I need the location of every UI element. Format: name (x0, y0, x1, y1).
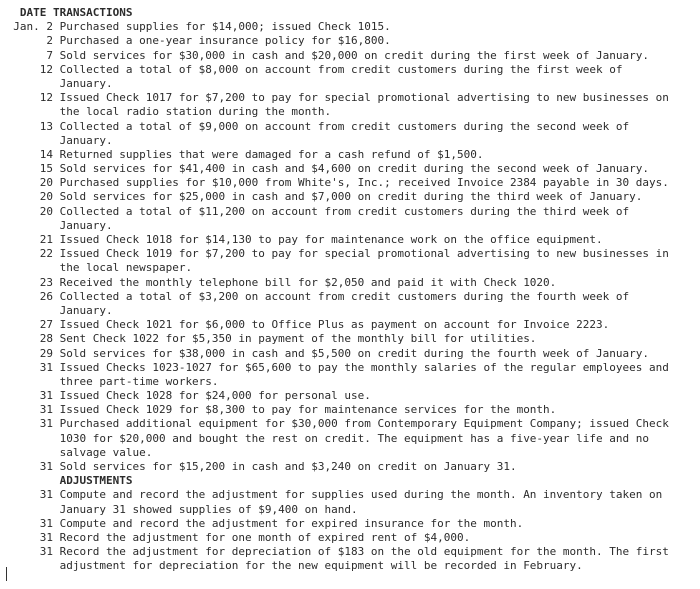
entry-first-line (0, 347, 700, 361)
entry-continuation-line (0, 261, 700, 275)
entry-date: 29 (0, 346, 60, 360)
entry-first-line (0, 290, 700, 304)
entry-date: 27 (0, 318, 60, 332)
entry-date: 31 (0, 389, 60, 403)
entry-text: Collected a total of $8,000 on account from credit customers during the first week of (59, 62, 623, 76)
entry-indent (0, 503, 60, 516)
entry-first-line (0, 91, 700, 105)
entry-date: 20 (0, 190, 60, 204)
entry-first-line (0, 389, 700, 403)
transaction-entry (0, 63, 700, 91)
entry-first-line (0, 247, 700, 261)
entry-first-line (0, 318, 700, 332)
adjustments-header-row (0, 474, 700, 488)
entry-date: 31 (0, 460, 60, 473)
entry-first-line (0, 63, 700, 77)
date-column-header (0, 6, 20, 19)
entry-text: Sold services for $41,400 in cash and $4,600 on credit during the second week of January. (59, 162, 650, 176)
entry-date: 31 (0, 360, 60, 374)
entry-text: Sold services for $15,200 in cash and $3,240 on credit on January 31. (59, 460, 517, 473)
entry-text: Collected a total of $11,200 on account from credit customers during the third week of (59, 204, 630, 218)
entry-continuation-line (0, 503, 700, 517)
entry-date: 15 (0, 162, 60, 176)
entry-first-line (0, 276, 700, 290)
entry-date: 26 (0, 289, 60, 303)
entry-date: 31 (0, 488, 60, 502)
entry-text: Sold services for $25,000 in cash and $7,000 on credit during the third week of January. (59, 190, 643, 204)
entry-continuation-line (0, 105, 700, 119)
entry-date: 31 (0, 516, 60, 530)
transaction-entry (0, 332, 700, 346)
entry-indent (0, 375, 60, 388)
entry-text: Issued Check 1029 for $8,300 to pay for maintenance services for the month. (59, 403, 557, 417)
entry-date: 28 (0, 332, 60, 346)
adjustment-entry (0, 488, 700, 516)
entry-first-line (0, 332, 700, 346)
entry-first-line (0, 176, 700, 190)
entry-continuation-line (0, 375, 700, 389)
entry-text: Purchased supplies for $14,000; issued Check 1015. (59, 20, 391, 34)
entry-date: Jan. 2 (0, 20, 60, 34)
transaction-entry (0, 403, 700, 417)
entry-text: Received the monthly telephone bill for $2,050 and paid it with Check 1020. (59, 275, 557, 289)
entry-text: January. (59, 218, 113, 232)
entry-indent (0, 432, 60, 445)
transaction-entry (0, 290, 700, 318)
entry-text: Compute and record the adjustment for supplies used during the month. An inventory taken on (59, 488, 663, 502)
entry-first-line (0, 361, 700, 375)
entry-continuation-line (0, 559, 700, 573)
entry-text: Issued Check 1019 for $7,200 to pay for special promotional advertising to new businesses in (59, 247, 669, 261)
entry-date: 20 (0, 204, 60, 218)
entry-first-line (0, 34, 700, 48)
entry-text: the local newspaper. (59, 261, 193, 275)
entry-indent (0, 446, 60, 459)
entry-text: Collected a total of $3,200 on account from credit customers during the fourth week of (59, 289, 630, 303)
entry-text: three part-time workers. (59, 374, 219, 388)
entry-date: 14 (0, 147, 60, 161)
entry-indent (0, 134, 60, 147)
transaction-entry (0, 176, 700, 190)
transaction-entry (0, 389, 700, 403)
entry-date: 12 (0, 62, 60, 76)
transaction-entry (0, 347, 700, 361)
entry-text: Purchased additional equipment for $30,000 from Contemporary Equipment Company; issued Check (59, 417, 669, 431)
entry-text: Sold services for $38,000 in cash and $5,500 on credit during the fourth week of January. (59, 346, 650, 360)
entry-date: 20 (0, 176, 60, 190)
adjustment-entry (0, 517, 700, 531)
entry-text: Issued Checks 1023-1027 for $65,600 to pay the monthly salaries of the regular employees and (59, 360, 669, 374)
entry-first-line (0, 190, 700, 204)
entry-text: Purchased supplies for $10,000 from White's, Inc.; received Invoice 2384 payable in 30 days. (59, 176, 669, 190)
entry-text: January. (59, 76, 113, 90)
entry-text: Record the adjustment for depreciation of $183 on the old equipment for the month. The first (59, 545, 669, 559)
entry-text: January. (59, 133, 113, 147)
transaction-entry (0, 247, 700, 275)
entry-first-line (0, 120, 700, 134)
adjustments-list (0, 488, 700, 573)
entry-first-line (0, 460, 700, 474)
entry-first-line (0, 205, 700, 219)
entry-date: 13 (0, 119, 60, 133)
entry-first-line (0, 233, 700, 247)
entry-text: Issued Check 1021 for $6,000 to Office Plus as payment on account for Invoice 2223. (59, 318, 610, 332)
entry-indent (0, 304, 60, 317)
date-column-header-text: DATE (19, 6, 47, 19)
adjustment-entry (0, 545, 700, 573)
entry-first-line (0, 531, 700, 545)
entry-text: Compute and record the adjustment for expired insurance for the month. (59, 516, 524, 530)
entry-indent (0, 261, 60, 274)
entry-continuation-line (0, 304, 700, 318)
transactions-list (0, 20, 700, 474)
entry-first-line (0, 148, 700, 162)
entry-text: Issued Check 1028 for $24,000 for personal use. (59, 389, 371, 403)
entry-text: 1030 for $20,000 and bought the rest on credit. The equipment has a five-year life and no (59, 431, 650, 445)
transaction-entry (0, 148, 700, 162)
entry-indent (0, 105, 60, 118)
transaction-entry (0, 417, 700, 460)
entry-date: 2 (0, 34, 60, 48)
entry-continuation-line (0, 219, 700, 233)
entry-text: Sent Check 1022 for $5,350 in payment of the monthly bill for utilities. (59, 332, 537, 346)
entry-date: 21 (0, 233, 60, 246)
transaction-entry (0, 190, 700, 204)
entry-text: the local radio station during the month. (59, 105, 332, 119)
entry-first-line (0, 417, 700, 431)
entry-date: 31 (0, 530, 60, 544)
entry-continuation-line (0, 134, 700, 148)
entry-first-line (0, 20, 700, 34)
entry-indent (0, 77, 60, 90)
transaction-entry (0, 49, 700, 63)
entry-text: Record the adjustment for one month of expired rent of $4,000. (59, 530, 471, 544)
entry-first-line (0, 517, 700, 531)
entry-indent (0, 219, 60, 232)
entry-date: 7 (0, 48, 60, 62)
transaction-entry (0, 162, 700, 176)
transaction-entry (0, 34, 700, 48)
transaction-entry (0, 276, 700, 290)
entry-text: January 31 showed supplies of $9,400 on hand. (59, 502, 358, 516)
entry-date: 31 (0, 545, 60, 559)
entry-first-line (0, 545, 700, 559)
entry-date: 23 (0, 275, 60, 289)
entry-date: 31 (0, 417, 60, 431)
transaction-entry (0, 460, 700, 474)
adjustments-header: ADJUSTMENTS (59, 474, 133, 488)
text-cursor (6, 567, 7, 581)
entry-text: Issued Check 1018 for $14,130 to pay for maintenance work on the office equipment. (59, 233, 603, 246)
transactions-column-header: TRANSACTIONS (53, 6, 133, 19)
entry-text: Purchased a one-year insurance policy for $16,800. (59, 34, 391, 48)
transaction-entry (0, 318, 700, 332)
entry-text: Sold services for $30,000 in cash and $20,000 on credit during the first week of January. (59, 48, 650, 62)
transaction-entry (0, 20, 700, 34)
entry-text: Returned supplies that were damaged for a cash refund of $1,500. (59, 147, 484, 161)
entry-continuation-line (0, 77, 700, 91)
transactions-document (0, 6, 700, 574)
entry-date: 22 (0, 247, 60, 261)
entry-indent (0, 559, 60, 572)
entry-text: Collected a total of $9,000 on account from credit customers during the second week of (59, 119, 630, 133)
transaction-entry (0, 361, 700, 389)
adjustment-entry (0, 531, 700, 545)
entry-first-line (0, 403, 700, 417)
header-row (0, 6, 700, 20)
entry-text: salvage value. (59, 445, 153, 459)
entry-first-line (0, 49, 700, 63)
entry-text: Issued Check 1017 for $7,200 to pay for special promotional advertising to new businesses on (59, 91, 669, 105)
entry-first-line (0, 488, 700, 502)
transaction-entry (0, 91, 700, 119)
entry-text: January. (59, 303, 113, 317)
transaction-entry (0, 120, 700, 148)
entry-date: 12 (0, 91, 60, 105)
entry-continuation-line (0, 446, 700, 460)
entry-date: 31 (0, 403, 60, 417)
transaction-entry (0, 233, 700, 247)
entry-text: adjustment for depreciation for the new equipment will be recorded in February. (59, 559, 583, 573)
entry-continuation-line (0, 432, 700, 446)
transaction-entry (0, 205, 700, 233)
entry-first-line (0, 162, 700, 176)
